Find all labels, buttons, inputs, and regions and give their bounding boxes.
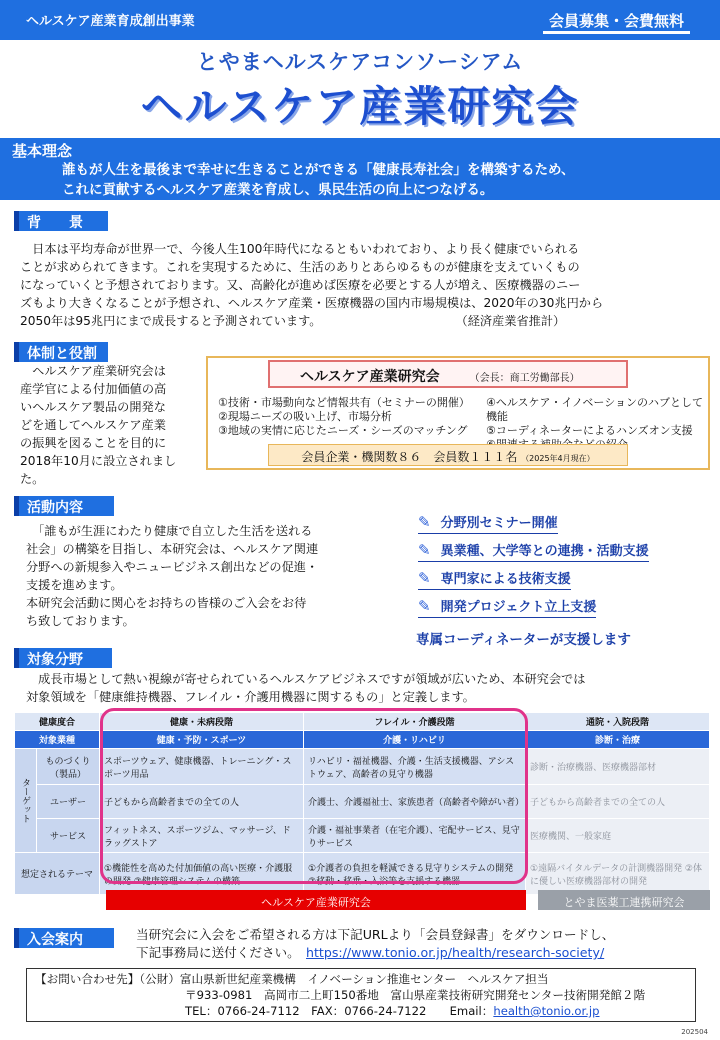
- section-heading-structure: 体制と役割: [14, 342, 108, 362]
- section-heading-background: 背 景: [14, 211, 108, 231]
- coordinator-support: 専属コーディネーターが支援します: [416, 632, 631, 648]
- table-cell: ①遠隔バイタルデータの計測機器開発 ②体に優しい医療機器部材の開発: [526, 853, 710, 895]
- text-line: 当研究会に入会をご希望される方は下記URLより「会員登録書」をダウンロードし、: [136, 927, 615, 942]
- row-label: サービス: [37, 819, 100, 853]
- activity-label: 専門家による技術支援: [440, 572, 571, 587]
- target-label: ターゲット: [15, 749, 37, 853]
- text-line: どを通してヘルスケア産業: [20, 418, 166, 432]
- text-line: ことが求められてきます。これを実現するために、生活のありとあらゆるものが健康を支えていくもの: [20, 260, 580, 274]
- text-line: いヘルスケア製品の開発な: [20, 400, 166, 414]
- contact-email-link[interactable]: health@tonio.or.jp: [493, 1004, 600, 1018]
- activity-item: [418, 596, 596, 618]
- section-heading-field: 対象分野: [14, 648, 112, 668]
- text-line: 「誰もが生涯にわたり健康で自立した生活を送れる: [26, 524, 313, 538]
- table-header: 通院・入院段階: [526, 713, 710, 731]
- org-box-title: [268, 360, 628, 388]
- activity-item: [418, 540, 649, 562]
- recruit-badge: 会員募集・会費無料: [543, 10, 690, 34]
- org-name: ヘルスケア産業研究会: [300, 369, 440, 385]
- table-cell: スポーツウェア、健康機器、トレーニング・スポーツ用品: [100, 749, 304, 785]
- text-line: ヘルスケア産業研究会は: [20, 364, 166, 378]
- text-line: 本研究会活動に関心をお持ちの皆様のご入会をお待: [26, 596, 307, 610]
- table-cell: 介護・福祉事業者（在宅介護）、宅配サービス、見守りサービス: [304, 819, 526, 853]
- org-chair: （会長：商工労働部長）: [469, 373, 580, 384]
- text-line: 産学官による付加価値の高: [20, 382, 167, 396]
- text-line: [136, 944, 716, 962]
- activity-label: 開発プロジェクト立上支援: [440, 600, 597, 615]
- pencil-icon: ✎: [418, 569, 431, 587]
- role-item: ④ヘルスケア・イノベーションのハブとして機能: [486, 396, 703, 423]
- philosophy-line-2: これに貢献するヘルスケア産業を育成し、県民生活の向上につなげる。: [62, 182, 494, 198]
- consortium-name: とやまヘルスケアコンソーシアム: [196, 50, 524, 74]
- activity-label: 分野別セミナー開催: [440, 516, 558, 531]
- pencil-icon: ✎: [418, 513, 431, 531]
- row-label: 想定されるテーマ: [15, 853, 100, 895]
- text-line: の振興を図ることを目的に: [20, 436, 167, 450]
- table-cell: 診断・治療機器、医療機器部材: [526, 749, 710, 785]
- join-text: [136, 926, 716, 962]
- table-cell: 子どもから高齢者までの全ての人: [526, 785, 710, 819]
- contact-line: 【お問い合わせ先】（公財）富山県新世紀産業機構 イノベーション推進センター ヘルスケア担当: [35, 972, 549, 986]
- text-line: 支援を進めます。: [26, 578, 123, 592]
- philosophy-line-1: 誰もが人生を最後まで幸せに生きることができる「健康長寿社会」を構築するため、: [62, 162, 575, 178]
- text-line: になっていくと予想されております。又、高齢化が進めば医療を必要とする人が増え、医療機器のニー: [20, 278, 581, 292]
- pharma-society-bar: とやま医薬工連携研究会: [538, 890, 710, 910]
- text-line: 2018年10月に設立されまし: [20, 454, 177, 468]
- join-line-2: 下記事務局に送付ください。: [136, 945, 294, 960]
- page-title: ヘルスケア産業研究会: [140, 82, 580, 131]
- table-cell: 介護士、介護福祉士、家族患者（高齢者や障がい者）: [304, 785, 526, 819]
- activity-item: [418, 512, 558, 534]
- section-heading-join: 入会案内: [14, 928, 114, 948]
- table-header: 健康度合: [15, 713, 100, 731]
- contact-phone: TEL：0766-24-7112 FAX：0766-24-7122 Email：: [185, 1004, 494, 1018]
- table-cell: 子どもから高齢者までの全ての人: [100, 785, 304, 819]
- document-code: 202504: [681, 1028, 708, 1036]
- table-cell: 医療機関、一般家庭: [526, 819, 710, 853]
- role-item: ⑤コーディネーターによるハンズオン支援: [486, 424, 693, 437]
- text-line: 日本は平均寿命が世界一で、今後人生100年時代になるともいわれており、より長く健康でいられる: [20, 242, 580, 256]
- text-line: 対象領域を「健康維持機器、フレイル・介護用機器に関するもの」と定義します。: [26, 690, 475, 704]
- field-text: [26, 670, 716, 706]
- text-line: 2050年は95兆円にまで成長すると予測されています。 （経済産業省推計）: [20, 314, 566, 328]
- philosophy-band: [0, 138, 720, 200]
- section-heading-activities: 活動内容: [14, 496, 114, 516]
- contact-box: [26, 968, 696, 1022]
- contact-phone-line: [35, 1003, 687, 1019]
- row-label: ユーザー: [37, 785, 100, 819]
- contact-address: 〒933-0981 高岡市二上町150番地 富山県産業技術研究開発センター技術開発館２階: [185, 988, 646, 1002]
- org-roles-left: [218, 396, 488, 438]
- organization-box: [206, 356, 710, 470]
- text-line: た。: [20, 472, 45, 486]
- row-label: ものづくり（製品）: [37, 749, 100, 785]
- pencil-icon: ✎: [418, 541, 431, 559]
- table-cell: ①機能性を高めた付加価値の高い医療・介護服の開発 ②健康管理システムの構築: [100, 853, 304, 895]
- activities-text: [26, 522, 406, 630]
- healthcare-society-bar: ヘルスケア産業研究会: [106, 890, 526, 910]
- text-line: 社会」の構築を目指し、本研究会は、ヘルスケア関連: [26, 542, 319, 556]
- table-subheader: 診断・治療: [526, 731, 710, 749]
- member-count-date: （2025年4月現在）: [521, 454, 595, 463]
- program-name: ヘルスケア産業育成創出事業: [26, 14, 195, 29]
- top-banner: [0, 0, 720, 40]
- healthcare-scope-outline: [100, 708, 528, 884]
- text-line: ズもより大きくなることが予想され、ヘルスケア産業・医療機器の国内市場規模は、2020年の30兆円から: [20, 296, 604, 310]
- pencil-icon: ✎: [418, 597, 431, 615]
- table-header: フレイル・介護段階: [304, 713, 526, 731]
- role-item: ①技術・市場動向など情報共有（セミナーの開催）: [218, 396, 470, 409]
- role-item: ③地域の実情に応じたニーズ・シーズのマッチング: [218, 424, 468, 437]
- philosophy-heading: 基本理念: [12, 142, 73, 160]
- table-subheader: 対象業種: [15, 731, 100, 749]
- member-count: [268, 444, 628, 466]
- text-line: 成長市場として熱い視線が寄せられているヘルスケアビジネスですが領域が広いため、本研究会では: [26, 672, 586, 686]
- join-url-link[interactable]: https://www.tonio.or.jp/health/research-society/: [306, 945, 605, 960]
- member-count-text: 会員企業・機関数８６ 会員数１１１名: [301, 450, 518, 464]
- table-cell: リハビリ・福祉機器、介護・生活支援機器、アシストウェア、高齢者の見守り機器: [304, 749, 526, 785]
- role-item: ②現場ニーズの吸い上げ、市場分析: [218, 410, 392, 423]
- table-subheader: 健康・予防・スポーツ: [100, 731, 304, 749]
- table-cell: フィットネス、スポーツジム、マッサージ、ドラッグストア: [100, 819, 304, 853]
- structure-text: [20, 362, 200, 488]
- background-text: [20, 240, 710, 330]
- table-subheader: 介護・リハビリ: [304, 731, 526, 749]
- text-line: ち致しております。: [26, 614, 135, 628]
- activity-item: [418, 568, 571, 590]
- text-line: 分野への新規参入やニュービジネス創出などの促進・: [26, 560, 319, 574]
- activity-label: 異業種、大学等との連携・活動支援: [440, 544, 649, 559]
- table-header: 健康・未病段階: [100, 713, 304, 731]
- table-cell: ①介護者の負担を軽減できる見守りシステムの開発 ②移動・移乗・入浴等を支援する機器: [304, 853, 526, 895]
